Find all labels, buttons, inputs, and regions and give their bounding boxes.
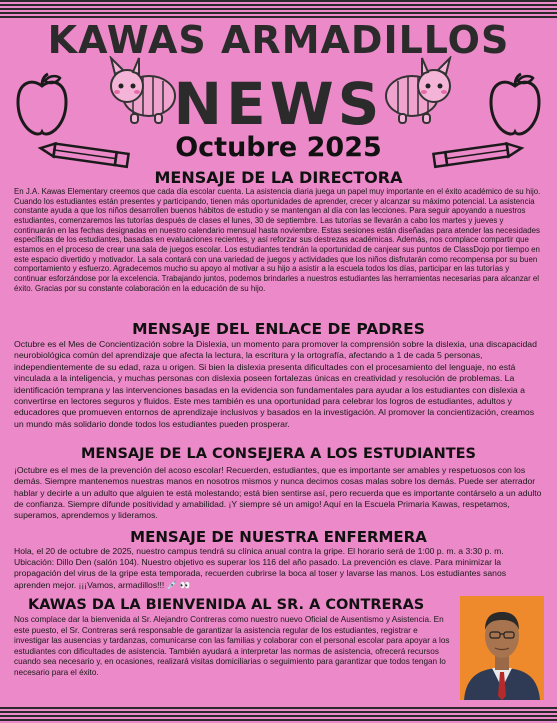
section-body-consejera: ¡Octubre es el mes de la prevención del acoso escolar! Recuerden, estudiantes, que es importante ser amables y respetuosos con los demás. Siempre mantenemos nuestras manos en nosotros mismos y nunca decimos cosas malas sobre los demás. Puede ser aterrador hablar y decirle a un adulto que alguien te está molestando; está bien sentirse así, pero recuerda que es importante contárselo a un adulto de confianza. Siempre difunde positividad y amabilidad. ¡Y siempre sé un amigo! Aquí en la Escuela Primaria Kawas, respetamos, superamos, aprendemos y lideramos. xyxy=(14,465,542,521)
portrait-image xyxy=(460,596,544,700)
section-body-directora: En J.A. Kawas Elementary creemos que cada día escolar cuenta. La asistencia diaria juega un papel muy importante en el éxito académico de su hijo. Cuando los estudiantes están presentes y participando, tienen más oportunidades de aprender, crecer y alcanzar su máximo potencial. La asistencia constante ayuda a que los niños desarrollen buenos hábitos de estudio y se mantengan al día con las lecciones. Para seguir apoyando a nuestros estudiantes, comenzaremos las tutorías después de clases el lunes, 30 de septiembre. Las tutorías se llevarán a cabo los martes y jueves y continuarán en las fechas designadas en nuestro calendario mensual hasta noviembre. Estas sesiones están diseñadas para atender las necesidades específicas de los estudiantes, basadas en evaluaciones recientes, y así reforzar sus destrezas académicas. Además, nos complace compartir que estamos en el proceso de crear una sala de juegos escolar. Los estudiantes tendrán la oportunidad de canjear sus puntos de ClassDojo por tiempo en este espacio divertido y motivador. La sala contará con una variedad de juegos y actividades que los niños disfrutarán como recompensa por su buen comportamiento y esfuerzo. Agradecemos mucho su apoyo al motivar a su hijo a asistir a la escuela todos los días, participar en las tutorías y continuar esforzándose por la excelencia. Trabajando juntos, podemos brindarles a nuestros estudiantes las herramientas necesarias para alcanzar el éxito. Gracias por su constante colaboración en la educación de su hijo. xyxy=(14,187,541,293)
section-heading-enfermera: MENSAJE DE NUESTRA ENFERMERA xyxy=(130,528,427,546)
section-heading-contreras: KAWAS DA LA BIENVENIDA AL SR. A CONTRERAS xyxy=(28,597,425,613)
section-body-enfermera: Hola, el 20 de octubre de 2025, nuestro campus tendrá su clínica anual contra la gripe. El horario será de 1:00 p. m. a 3:30 p. m. Ubicación: Dillo Den (salón 104). Nuestro objetivo es superar los 116 del año pasado. La prevención es clave. Para minimizar la propagación del virus de la gripe esta temporada, recuerden cubrirse la boca al toser y lavarse las manos. Los estudiantes sanos aprenden mejor. ¡¡¡Vamos, armadillos!!! 💉 👀 xyxy=(14,546,507,590)
masthead-news: NEWS xyxy=(173,70,384,138)
section-heading-enlace: MENSAJE DEL ENLACE DE PADRES xyxy=(132,320,425,338)
section-body-enlace: Octubre es el Mes de Concientización sobre la Dislexia, un momento para promover la comprensión sobre la dislexia, una discapacidad neurobiológica común del aprendizaje que afecta la lectura, la escritura y la ortografía, afectando a 1 de cada 5 personas, independientemente de su edad, raza u origen. Si bien la dislexia presenta dificultades con el procesamiento del lenguaje, no está vinculada a la inteligencia, y muchas personas con dislexia poseen fortalezas únicas en creatividad y resolución de problemas. La identificación temprana y las intervenciones basadas en la evidencia son fundamentales para ayudar a los estudiantes con dislexia a convertirse en lectores seguros y fluidos. Este mes también es una oportunidad para celebrar los logros de estudiantes, adultos y educadores que promueven entornos de aprendizaje inclusivos y basados en la investigación. Al promover la concientización, creamos un mundo más solidario donde todos los estudiantes pueden prosperar. xyxy=(14,339,537,429)
bottom-stripe-border xyxy=(0,707,557,723)
section-heading-consejera: MENSAJE DE LA CONSEJERA A LOS ESTUDIANTES xyxy=(80,446,477,462)
issue-date: Octubre 2025 xyxy=(175,132,382,163)
staff-photo xyxy=(460,596,544,700)
masthead-title: KAWAS ARMADILLOS xyxy=(47,18,510,62)
section-body-contreras: Nos complace dar la bienvenida al Sr. Alejandro Contreras como nuestro nuevo Oficial de Ausentismo y Asistencia. En este puesto, el Sr. Contreras será responsable de garantizar la asistencia regular de los estudiantes, registrar e investigar las ausencias y tardanzas, comunicarse con las familias y colaborar con el personal escolar para apoyar a los estudiantes con dificultades de asistencia. También ayudará a interpretar las normas de asistencia, ofrecerá recursos cuando sea necesario y, en ocasiones, realizará visitas domiciliarias o seguimiento para garantizar que todos tengan lo necesario para el éxito. xyxy=(14,615,450,677)
section-heading-directora: MENSAJE DE LA DIRECTORA xyxy=(154,168,403,187)
top-stripe-border xyxy=(0,0,557,18)
